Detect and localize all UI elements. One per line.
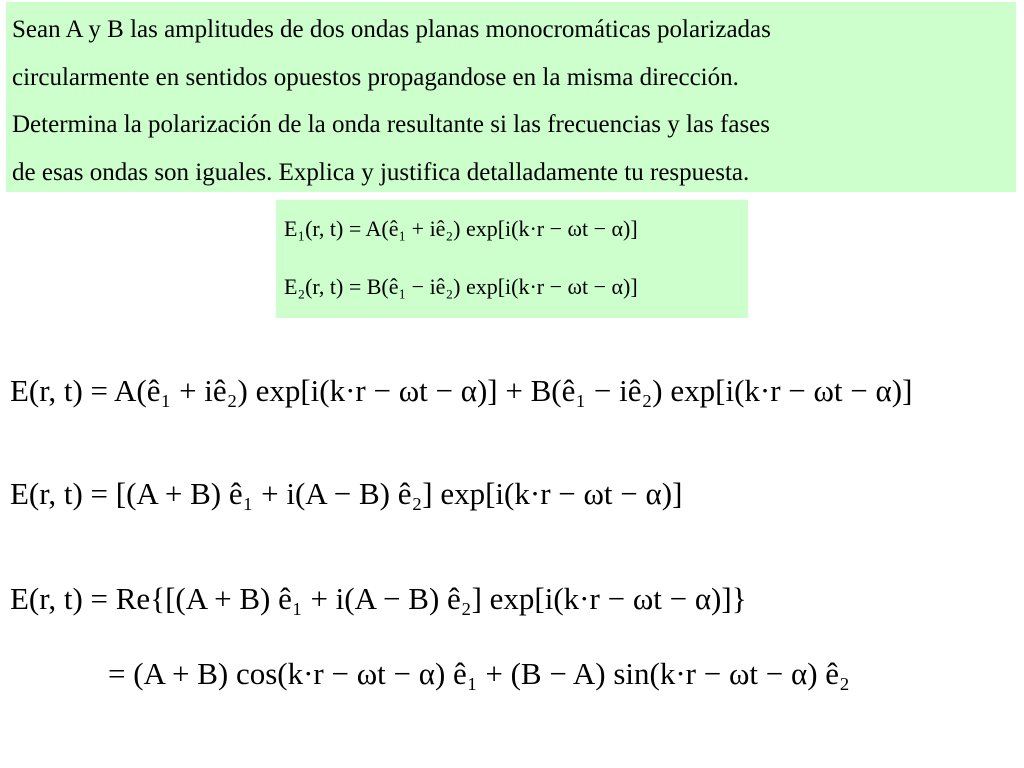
equation-factored: E(r, t) = [(A + B) ê₁ + i(A − B) ê₂] exp[i(k·r − ωt − α)] (10, 476, 683, 511)
equation-result: = (A + B) cos(k·r − ωt − α) ê₁ + (B − A) sin(k·r − ωt − α) ê₂ (108, 656, 850, 691)
problem-line-2: circularmente en sentidos opuestos propagandose en la misma dirección. (12, 63, 739, 91)
equation-sum: E(r, t) = A(ê₁ + iê₂) exp[i(k·r − ωt − α)] + B(ê₁ − iê₂) exp[i(k·r − ωt − α)] (10, 373, 913, 408)
equation-wave-2: E₂(r, t) = B(ê₁ − iê₂) exp[i(k·r − ωt − α)] (284, 274, 638, 299)
equation-real-part: E(r, t) = Re{[(A + B) ê₁ + i(A − B) ê₂] exp[i(k·r − ωt − α)]} (10, 581, 747, 616)
equation-wave-1: E₁(r, t) = A(ê₁ + iê₂) exp[i(k·r − ωt − α)] (284, 216, 638, 241)
problem-statement (6, 2, 1016, 192)
problem-line-3: Determina la polarización de la onda resultante si las frecuencias y las fases (12, 111, 771, 138)
problem-line-1: Sean A y B las amplitudes de dos ondas planas monocromáticas polarizadas (12, 16, 771, 43)
problem-line-4: de esas ondas son iguales. Explica y justifica detalladamente tu respuesta. (12, 158, 750, 186)
